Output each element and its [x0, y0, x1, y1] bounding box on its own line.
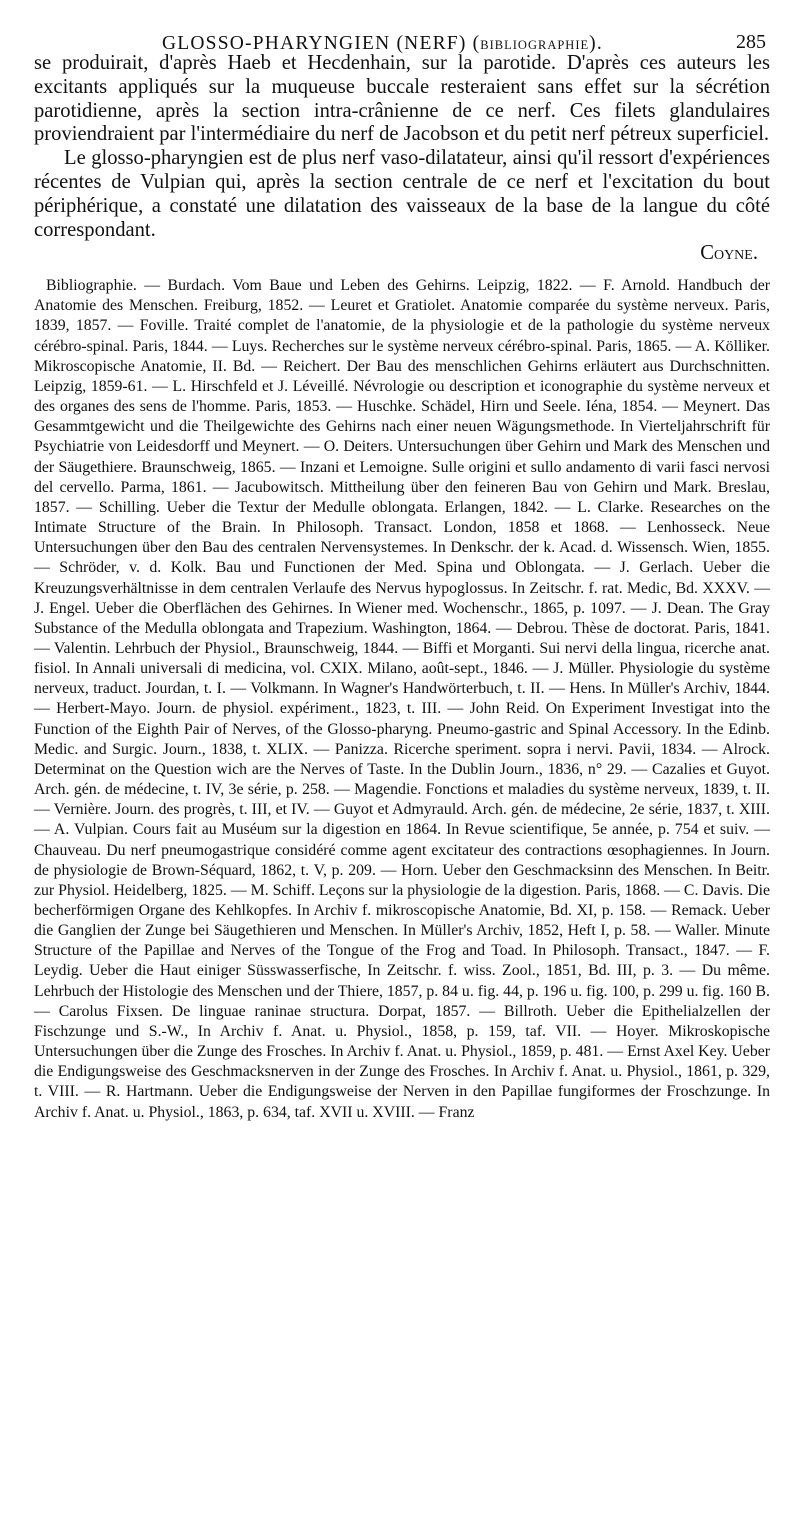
running-title-small-caps: BIBLIOGRAPHIE	[480, 38, 590, 52]
document-page	[34, 0, 770, 1123]
author-signature-text: Coyne.	[700, 242, 758, 265]
running-header	[34, 0, 770, 52]
paragraph-1: se produirait, d'après Haeb et Hecdenhain, sur la parotide. D'après ces auteurs les excitants appliqués sur la muqueuse buccale resteraient sans effet sur la sécrétion parotidienne, après la section intra-crânienne de ce nerf. Ces filets glandulaires proviendraient par l'intermédiaire du nerf de Jacobson et du petit nerf pétreux superficiel.	[34, 52, 770, 146]
author-signature	[34, 242, 770, 266]
running-title-main: GLOSSO-PHARYNGIEN (NERF) (	[162, 33, 481, 54]
running-title	[162, 33, 603, 55]
paragraph-2: Le glosso-pharyngien est de plus nerf vaso-dilatateur, ainsi qu'il ressort d'expériences récentes de Vulpian qui, après la section centrale de ce nerf et l'excitation du bout périphérique, a constaté une dilatation des vaisseaux de la base de la langue du côté correspondant.	[34, 147, 770, 241]
bibliography: Bibliographie. — Burdach. Vom Baue und Leben des Gehirns. Leipzig, 1822. — F. Arnold. Handbuch der Anatomie des Menschen. Freiburg, 1852. — Leuret et Gratiolet. Anatomie comparée du système nerveux. Paris, 1839, 1857. — Foville. Traité complet de l'anatomie, de la physiologie et de la pathologie du système nerveux cérébro-spinal. Paris, 1844. — Luys. Recherches sur le système nerveux cérébro-spinal. Paris, 1865. — A. Kölliker. Mikroscopische Anatomie, II. Bd. — Reichert. Der Bau des menschlichen Gehirns erläutert aus Durchschnitten. Leipzig, 1859-61. — L. Hirschfeld et J. Léveillé. Névrologie ou description et iconographie du système nerveux et des organes des sens de l'homme. Paris, 1853. — Huschke. Schädel, Hirn und Seele. Iéna, 1854. — Meynert. Das Gesammtgewicht und die Theilgewichte des Gehirns nach einer neuen Wägungsmethode. In Vierteljahrschrift für Psychiatrie von Leidesdorff und Meynert. — O. Deiters. Untersuchungen über Gehirn und Mark des Menschen und der Säugethiere. Braunschweig, 1865. — Inzani et Lemoigne. Sulle origini et sullo andamento di varii fasci nervosi del cervello. Parma, 1861. — Jacubowitsch. Mittheilung über den feineren Bau von Gehirn und Mark. Breslau, 1857. — Schilling. Ueber die Textur der Medulle oblongata. Erlangen, 1842. — L. Clarke. Researches on the Intimate Structure of the Brain. In Philosoph. Transact. London, 1858 et 1868. — Lenhosseck. Neue Untersuchungen über den Bau des centralen Nervensystemes. In Denkschr. der k. Acad. d. Wissensch. Wien, 1855. — Schröder, v. d. Kolk. Bau und Functionen der Med. Spina und Oblongata. — J. Gerlach. Ueber die Kreuzungsverhältnisse in dem centralen Verlaufe des Nervus hypoglossus. In Zeitschr. f. rat. Medic, Bd. XXXV. — J. Engel. Ueber die Oberflächen des Gehirnes. In Wiener med. Wochenschr., 1865, p. 1097. — J. Dean. The Gray Substance of the Medulla oblongata and Trapezium. Washington, 1864. — Debrou. Thèse de doctorat. Paris, 1841. — Valentin. Lehrbuch der Physiol., Braunschweig, 1844. — Biffi et Morganti. Sui nervi della lingua, ricerche anat. fisiol. In Annali universali di medicina, vol. CXIX. Milano, août-sept., 1846. — J. Müller. Physiologie du système nerveux, traduct. Jourdan, t. I. — Volkmann. In Wagner's Handwörterbuch, t. II. — Hens. In Müller's Archiv, 1844. — Herbert-Mayo. Journ. de physiol. expériment., 1823, t. III. — John Reid. On Experiment Investigat into the Function of the Eighth Pair of Nerves, of the Glosso-pharyng. Pneumo-gastric and Spinal Accessory. In the Edinb. Medic. and Surgic. Journ., 1838, t. XLIX. — Panizza. Ricerche speriment. sopra i nervi. Pavii, 1834. — Alrock. Determinat on the Question wich are the Nerves of Taste. In the Dublin Journ., 1836, n° 29. — Cazalies et Guyot. Arch. gén. de médecine, t. IV, 3e série, p. 258. — Magendie. Fonctions et maladies du système nerveux, 1839, t. II. — Vernière. Journ. des progrès, t. III, et IV. — Guyot et Admyrauld. Arch. gén. de médecine, 2e série, 1837, t. XIII. — A. Vulpian. Cours fait au Muséum sur la digestion en 1864. In Revue scientifique, 5e année, p. 754 et suiv. — Chauveau. Du nerf pneumogastrique considéré comme agent excitateur des contractions œsophagiennes. In Journ. de physiologie de Brown-Séquard, 1862, t. V, p. 209. — Horn. Ueber den Geschmacksinn des Menschen. In Beitr. zur Physiol. Heidelberg, 1825. — M. Schiff. Leçons sur la physiologie de la digestion. Paris, 1868. — C. Davis. Die becherförmigen Organe des Kehlkopfes. In Archiv f. mikroscopische Anatomie, Bd. XI, p. 158. — Remack. Ueber die Ganglien der Zunge bei Säugethieren und Menschen. In Müller's Archiv, 1852, Heft I, p. 58. — Waller. Minute Structure of the Papillae and Nerves of the Tongue of the Frog and Toad. In Philosoph. Transact., 1847. — F. Leydig. Ueber die Haut einiger Süsswasserfische, In Zeitschr. f. wiss. Zool., 1851, Bd. III, p. 3. — Du même. Lehrbuch der Histologie des Menschen und der Thiere, 1857, p. 84 u. fig. 44, p. 196 u. fig. 100, p. 299 u. fig. 160 B. — Carolus Fixsen. De linguae raninae structura. Dorpat, 1857. — Billroth. Ueber die Epithelialzellen der Fischzunge und S.-W., In Archiv f. Anat. u. Physiol., 1858, p. 159, taf. VII. — Hoyer. Mikroskopische Untersuchungen über die Zunge des Frosches. In Archiv f. Anat. u. Physiol., 1859, p. 481. — Ernst Axel Key. Ueber die Endigungsweise des Geschmacksnerven in der Zunge des Frosches. In Archiv f. Anat. u. Physiol., 1861, p. 329, t. VIII. — R. Hartmann. Ueber die Endigungsweise der Nerven in den Papillae fungiformes der Froschzunge. In Archiv f. Anat. u. Physiol., 1863, p. 634, taf. XVII u. XVIII. — Franz	[34, 277, 770, 1121]
page-number: 285	[736, 31, 766, 53]
running-title-end: ).	[589, 33, 603, 54]
article-body	[34, 52, 770, 266]
